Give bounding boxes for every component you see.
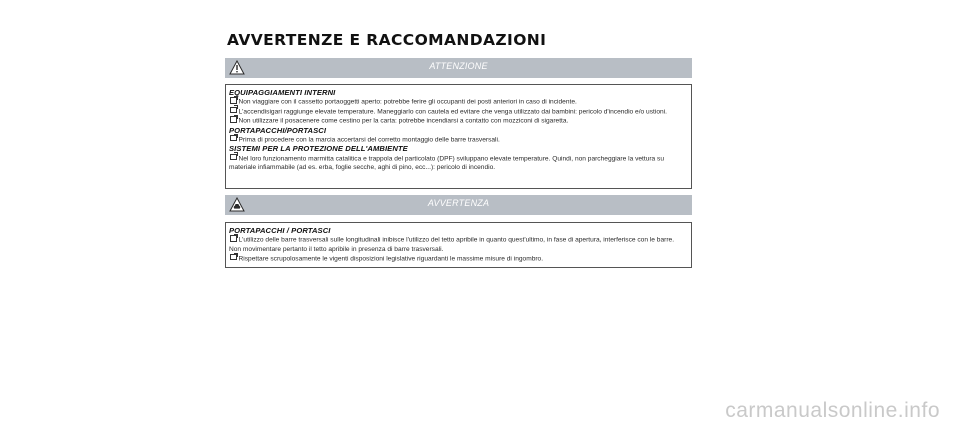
section-heading: PORTAPACCHI/PORTASCI <box>229 125 327 135</box>
list-item <box>229 235 687 254</box>
item-text: L'accendisigari raggiunge elevate temperature. Maneggiarlo con cautela ed evitare che venga utilizzato dai bambini: pericolo d'incendio e/o ustioni. <box>238 108 667 116</box>
checkbox-bullet-icon <box>230 154 237 161</box>
item-text: Non viaggiare con il cassetto portaoggetti aperto: potrebbe ferire gli occupanti dei posti anteriori in caso di incidente. <box>238 98 577 106</box>
page-title: AVVERTENZE E RACCOMANDAZIONI <box>227 31 547 49</box>
avvertenza-box <box>225 222 692 268</box>
checkbox-bullet-icon <box>230 116 237 123</box>
item-text: Nel loro funzionamento marmitta catalitica e trappola del particolato (DPF) sviluppano elevate temperature. Quindi, non parcheggiare la vettura su materiale infiammabile (ad es. erba, foglie secche, aghi di pino, ecc...): pericolo di incendio. <box>229 154 665 172</box>
checkbox-bullet-icon <box>230 235 237 242</box>
watermark: carmanualsonline.info <box>725 399 940 422</box>
list-item <box>229 107 687 117</box>
attenzione-box <box>225 84 692 189</box>
item-text: L'utilizzo delle barre trasversali sulle longitudinali inibisce l'utilizzo del tetto apribile in quanto quest'ultimo, in fase di apertura, interferisce con le barre. Non movimentare pertanto il tetto apribile in presenza di barre trasversali. <box>229 236 675 253</box>
list-item <box>229 97 687 107</box>
avvertenza-title: AVVERTENZA <box>427 198 490 208</box>
section-heading: SISTEMI PER LA PROTEZIONE DELL'AMBIENTE <box>229 144 408 154</box>
item-text: Non utilizzare il posacenere come cestino per la carta: potrebbe incendiarsi a contatto con mozziconi di sigaretta. <box>238 117 569 125</box>
list-item <box>229 135 687 145</box>
attenzione-title: ATTENZIONE <box>429 61 488 71</box>
list-item <box>229 116 687 126</box>
checkbox-bullet-icon <box>230 254 237 261</box>
section-heading: PORTAPACCHI / PORTASCI <box>229 226 331 235</box>
section-heading: EQUIPAGGIAMENTI INTERNI <box>229 88 336 97</box>
item-text: Rispettare scrupolosamente le vigenti disposizioni legislative riguardanti le massime misure di ingombro. <box>238 255 544 263</box>
checkbox-bullet-icon <box>230 97 237 104</box>
checkbox-bullet-icon <box>230 135 237 142</box>
avvertenza-header <box>225 195 692 215</box>
list-item <box>229 154 687 173</box>
item-text: Prima di procedere con la marcia accertarsi del corretto montaggio delle barre trasversali. <box>238 136 500 144</box>
attenzione-header <box>225 58 692 78</box>
list-item <box>229 254 687 264</box>
checkbox-bullet-icon <box>230 107 237 114</box>
